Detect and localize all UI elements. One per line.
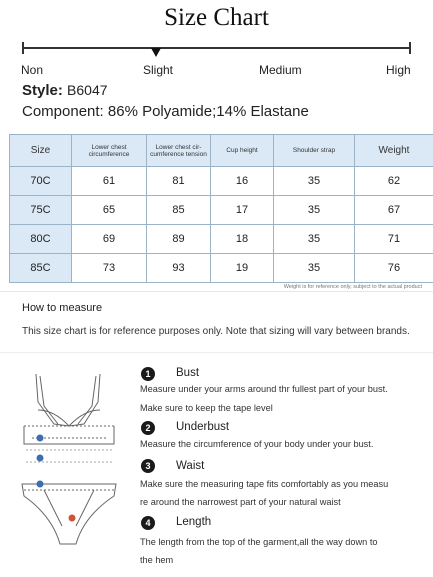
table-cell: 80C — [10, 225, 72, 254]
garment-illustration — [14, 366, 124, 566]
measure-title-length: Length — [176, 516, 212, 528]
table-cell: 35 — [274, 196, 355, 225]
measure-desc-line: re around the narrowest part of your natural waist — [140, 497, 341, 507]
style-line — [22, 82, 108, 99]
divider — [0, 291, 433, 292]
table-row — [10, 167, 433, 196]
table-cell: 76 — [355, 254, 433, 283]
measure-desc-line: Make sure the measuring tape fits comfortably as you measu — [140, 479, 389, 489]
table-cell: 18 — [211, 225, 274, 254]
measure-desc-line: The length from the top of the garment,all the way down to — [140, 537, 378, 547]
scale-line — [22, 47, 411, 49]
table-cell: 17 — [211, 196, 274, 225]
component-line: Component: 86% Polyamide;14% Elastane — [22, 103, 309, 120]
measure-title-underbust: Underbust — [176, 421, 230, 433]
scale-label-non: Non — [21, 63, 44, 77]
measure-desc-line: the hem — [140, 555, 174, 565]
measure-desc-line: Make sure to keep the tape level — [140, 403, 273, 413]
table-cell: 67 — [355, 196, 433, 225]
table-header-row — [10, 135, 433, 167]
table-cell: 85C — [10, 254, 72, 283]
table-cell: 71 — [355, 225, 433, 254]
measure-title-bust: Bust — [176, 367, 200, 379]
table-cell: 89 — [147, 225, 211, 254]
table-cell: 19 — [211, 254, 274, 283]
disclaimer-text: This size chart is for reference purposes only. Note that sizing will vary between brands. — [22, 326, 410, 337]
scale-tick — [409, 42, 411, 54]
step-number-3: 3 — [141, 459, 155, 473]
step-number-2: 2 — [141, 421, 155, 435]
how-to-measure-heading: How to measure — [22, 302, 103, 314]
measure-desc-line: Measure under your arms around thr fullest part of your bust. — [140, 384, 388, 394]
table-cell: 61 — [72, 167, 147, 196]
table-cell: 70C — [10, 167, 72, 196]
column-header-cup-height: Cup height — [211, 135, 274, 167]
table-cell: 81 — [147, 167, 211, 196]
table-cell: 73 — [72, 254, 147, 283]
table-cell: 62 — [355, 167, 433, 196]
measure-desc-line: Measure the circumference of your body under your bust. — [140, 439, 374, 449]
table-cell: 69 — [72, 225, 147, 254]
column-header-chest-tension: Lower chest cir- cumference tension — [147, 135, 211, 167]
table-cell: 65 — [72, 196, 147, 225]
column-header-shoulder-strap: Shoulder strap — [274, 135, 355, 167]
marker-3-icon — [37, 481, 44, 488]
column-header-size: Size — [10, 135, 72, 167]
style-label: Style: — [22, 82, 63, 99]
page-title: Size Chart — [164, 4, 269, 31]
style-code: B6047 — [67, 82, 108, 98]
marker-1-icon — [37, 435, 44, 442]
column-header-lower-chest: Lower chest circumference — [72, 135, 147, 167]
table-cell: 75C — [10, 196, 72, 225]
table-cell: 35 — [274, 225, 355, 254]
table-cell: 16 — [211, 167, 274, 196]
table-cell: 35 — [274, 167, 355, 196]
table-row — [10, 254, 433, 283]
scale-label-slight: Slight — [143, 63, 174, 77]
marker-2-icon — [37, 455, 44, 462]
table-cell: 85 — [147, 196, 211, 225]
table-row — [10, 196, 433, 225]
column-header-weight: Weight — [355, 135, 433, 167]
scale-label-high: High — [386, 63, 411, 77]
table-note: Weight is for reference only, subject to the actual product — [283, 284, 422, 290]
table-cell: 35 — [274, 254, 355, 283]
scale-tick — [22, 42, 24, 54]
size-table — [9, 134, 433, 283]
step-number-1: 1 — [141, 367, 155, 381]
brief-outline — [22, 484, 116, 544]
scale-pointer-icon — [151, 48, 161, 57]
table-cell: 93 — [147, 254, 211, 283]
scale-label-medium: Medium — [259, 63, 302, 77]
table-row — [10, 225, 433, 254]
marker-4-icon — [69, 515, 76, 522]
step-number-4: 4 — [141, 516, 155, 530]
divider — [0, 352, 433, 353]
measure-title-waist: Waist — [176, 460, 205, 472]
